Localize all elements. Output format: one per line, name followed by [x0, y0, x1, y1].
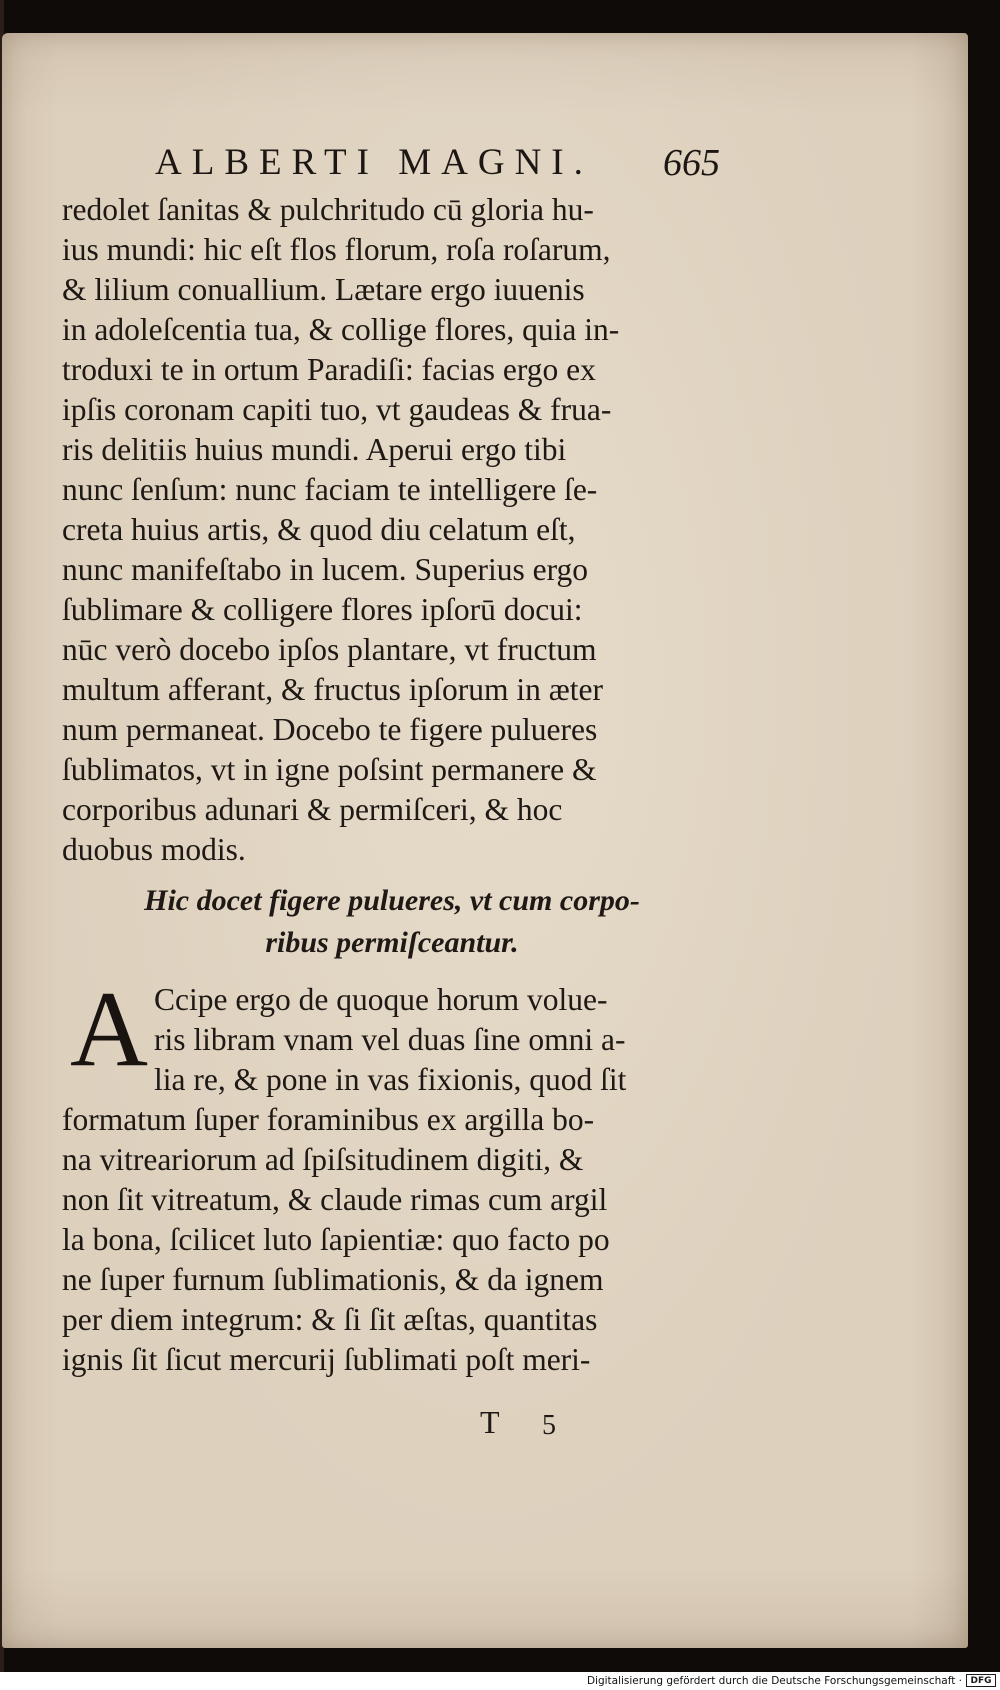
text-line: multum afferant, & fructus ipſorum in æter: [62, 672, 603, 707]
text-line: ignis ſit ſicut mercurij ſublimati poſt meri-: [62, 1342, 591, 1377]
text-line: ris libram vnam vel duas ſine omni a-: [154, 1022, 626, 1057]
text-line: na vitreariorum ad ſpiſsitudinem digiti, &: [62, 1142, 584, 1177]
text-line: duobus modis.: [62, 832, 246, 867]
text-line: la bona, ſcilicet luto ſapientiæ: quo facto po: [62, 1222, 610, 1257]
text-line: non ſit vitreatum, & claude rimas cum argil: [62, 1182, 608, 1217]
text-line: redolet ſanitas & pulchritudo cū gloria hu-: [62, 192, 594, 227]
text-line: ris delitiis huius mundi. Aperui ergo tibi: [62, 432, 567, 467]
text-line: creta huius artis, & quod diu celatum eſt,: [62, 512, 576, 547]
text-line: ſublimatos, vt in igne poſsint permanere &: [62, 752, 597, 787]
running-head-title: ALBERTI MAGNI.: [155, 142, 593, 183]
section-heading-line: Hic docet figere pulueres, vt cum corpo-: [144, 884, 640, 917]
text-line: troduxi te in ortum Paradiſi: facias ergo ex: [62, 352, 596, 387]
text-line: formatum ſuper foraminibus ex argilla bo-: [62, 1102, 595, 1137]
text-line: ne ſuper furnum ſublimationis, & da ignem: [62, 1262, 604, 1297]
drop-cap-initial: A: [70, 970, 148, 1089]
text-line: lia re, & pone in vas fixionis, quod ſit: [154, 1062, 627, 1097]
paragraph-1: [62, 190, 722, 870]
text-line: num permaneat. Docebo te figere pulueres: [62, 712, 598, 747]
text-line: corporibus adunari & permiſceri, & hoc: [62, 792, 563, 827]
page-number: 665: [663, 142, 720, 184]
footer-bar: [0, 1672, 1000, 1690]
text-line: nunc manifeſtabo in lucem. Superius ergo: [62, 552, 589, 587]
section-heading-line: ribus permiſceantur.: [265, 926, 519, 959]
text-line: nūc verò docebo ipſos plantare, vt fructum: [62, 632, 597, 667]
text-line: ſublimare & colligere flores ipſorū docui:: [62, 592, 583, 627]
signature-mark: [480, 1402, 590, 1442]
running-head: [155, 138, 720, 188]
text-line: Ccipe ergo de quoque horum volue-: [154, 982, 608, 1017]
text-line: in adoleſcentia tua, & collige flores, quia in-: [62, 312, 620, 347]
signature-letter: T: [480, 1404, 500, 1440]
text-line: nunc ſenſum: nunc faciam te intelligere ſe-: [62, 472, 598, 507]
text-line: ius mundi: hic eſt flos florum, roſa roſarum,: [62, 232, 611, 267]
funding-credit: Digitalisierung gefördert durch die Deutsche Forschungsgemeinschaft ·: [586, 1675, 962, 1687]
paragraph-2: [62, 970, 730, 1380]
dfg-logo: DFG: [966, 1674, 996, 1687]
signature-number: 5: [542, 1410, 556, 1441]
section-heading: [62, 880, 722, 964]
text-line: & lilium conuallium. Lætare ergo iuuenis: [62, 272, 585, 307]
text-line: ipſis coronam capiti tuo, vt gaudeas & frua-: [62, 392, 612, 427]
text-line: per diem integrum: & ſi ſit æſtas, quantitas: [62, 1302, 598, 1337]
